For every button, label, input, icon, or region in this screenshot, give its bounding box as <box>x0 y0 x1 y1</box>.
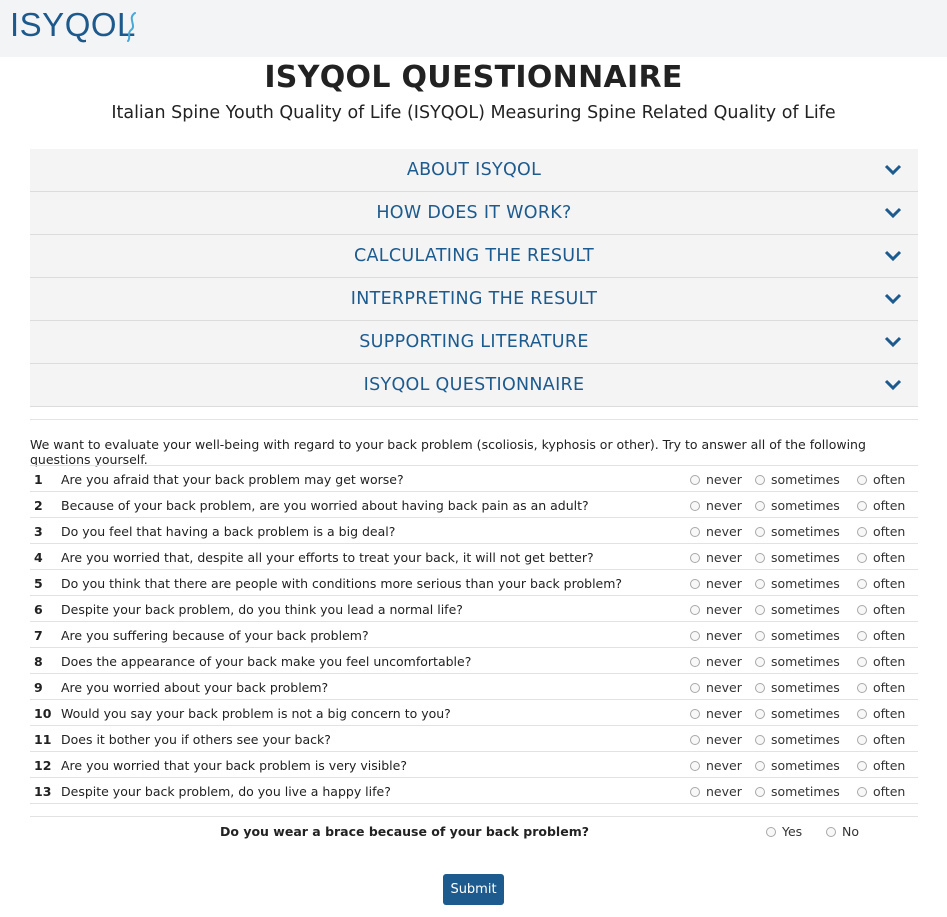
question-text: Are you worried about your back problem? <box>61 680 329 695</box>
option-often[interactable] <box>857 472 905 487</box>
sometimes-label: sometimes <box>771 680 840 695</box>
sometimes-radio[interactable] <box>755 579 765 589</box>
chevron-down-icon[interactable] <box>884 293 902 305</box>
option-often[interactable] <box>857 628 905 643</box>
option-often[interactable] <box>857 654 905 669</box>
sometimes-label: sometimes <box>771 628 840 643</box>
option-sometimes[interactable] <box>755 524 840 539</box>
option-sometimes[interactable] <box>755 758 840 773</box>
never-label: never <box>706 524 742 539</box>
top-bar <box>0 0 947 57</box>
option-often[interactable] <box>857 498 905 513</box>
often-radio[interactable] <box>857 787 867 797</box>
never-radio[interactable] <box>690 605 700 615</box>
never-radio[interactable] <box>690 761 700 771</box>
sometimes-radio[interactable] <box>755 501 765 511</box>
never-radio[interactable] <box>690 579 700 589</box>
brace-yes-label: Yes <box>782 824 803 839</box>
sometimes-label: sometimes <box>771 550 840 565</box>
often-radio[interactable] <box>857 553 867 563</box>
option-sometimes[interactable] <box>755 576 840 591</box>
often-label: often <box>873 654 906 669</box>
question-row <box>30 622 918 648</box>
question-row <box>30 674 918 700</box>
often-label: often <box>873 628 906 643</box>
question-text: Would you say your back problem is not a big concern to you? <box>61 706 451 721</box>
question-row <box>30 570 918 596</box>
sometimes-radio[interactable] <box>755 475 765 485</box>
submit-button[interactable]: Submit <box>443 874 504 905</box>
option-sometimes[interactable] <box>755 706 840 721</box>
often-label: often <box>873 706 906 721</box>
often-radio[interactable] <box>857 657 867 667</box>
option-often[interactable] <box>857 576 905 591</box>
question-row <box>30 752 918 778</box>
option-never[interactable] <box>690 576 742 591</box>
option-often[interactable] <box>857 550 905 565</box>
question-number: 3 <box>34 524 43 539</box>
question-row <box>30 544 918 570</box>
question-text: Does the appearance of your back make you feel uncomfortable? <box>61 654 472 669</box>
question-number: 8 <box>34 654 43 669</box>
sometimes-label: sometimes <box>771 472 840 487</box>
sometimes-radio[interactable] <box>755 631 765 641</box>
sometimes-radio[interactable] <box>755 761 765 771</box>
question-number: 4 <box>34 550 43 565</box>
option-sometimes[interactable] <box>755 784 840 799</box>
brace-no-radio[interactable] <box>826 827 836 837</box>
option-never[interactable] <box>690 602 742 617</box>
question-text: Are you worried that, despite all your efforts to treat your back, it will not get better? <box>61 550 594 565</box>
accordion-label: ABOUT ISYQOL <box>406 160 542 180</box>
never-label: never <box>706 498 742 513</box>
brace-question: Do you wear a brace because of your back problem? <box>220 824 589 839</box>
option-often[interactable] <box>857 680 905 695</box>
never-label: never <box>706 758 742 773</box>
never-radio[interactable] <box>690 475 700 485</box>
often-label: often <box>873 550 906 565</box>
question-number: 1 <box>34 472 43 487</box>
question-number: 9 <box>34 680 43 695</box>
often-radio[interactable] <box>857 501 867 511</box>
question-number: 11 <box>34 732 52 747</box>
accordion-literature[interactable] <box>30 321 918 364</box>
page-subtitle: Italian Spine Youth Quality of Life (ISYQOL) Measuring Spine Related Quality of Life <box>111 103 836 123</box>
sometimes-radio[interactable] <box>755 709 765 719</box>
often-radio[interactable] <box>857 579 867 589</box>
often-label: often <box>873 576 906 591</box>
sometimes-label: sometimes <box>771 524 840 539</box>
brace-yes-radio[interactable] <box>766 827 776 837</box>
often-radio[interactable] <box>857 735 867 745</box>
accordion-label: HOW DOES IT WORK? <box>376 203 572 223</box>
never-radio[interactable] <box>690 527 700 537</box>
never-radio[interactable] <box>690 709 700 719</box>
question-text: Despite your back problem, do you live a happy life? <box>61 784 391 799</box>
often-label: often <box>873 498 906 513</box>
sometimes-radio[interactable] <box>755 735 765 745</box>
sometimes-radio[interactable] <box>755 683 765 693</box>
chevron-down-icon[interactable] <box>884 207 902 219</box>
never-radio[interactable] <box>690 735 700 745</box>
question-number: 12 <box>34 758 52 773</box>
often-radio[interactable] <box>857 605 867 615</box>
question-table <box>30 465 918 804</box>
never-radio[interactable] <box>690 501 700 511</box>
accordion-interpreting[interactable] <box>30 278 918 321</box>
question-text: Do you think that there are people with conditions more serious than your back problem? <box>61 576 623 591</box>
option-often[interactable] <box>857 602 905 617</box>
question-row <box>30 726 918 752</box>
chevron-down-icon[interactable] <box>884 336 902 348</box>
sometimes-label: sometimes <box>771 784 840 799</box>
info-accordion <box>30 149 918 420</box>
accordion-how-it-works[interactable] <box>30 192 918 235</box>
never-label: never <box>706 680 742 695</box>
accordion-label: INTERPRETING THE RESULT <box>350 289 598 309</box>
question-number: 7 <box>34 628 43 643</box>
accordion-label: ISYQOL QUESTIONNAIRE <box>363 375 585 395</box>
question-number: 6 <box>34 602 43 617</box>
option-sometimes[interactable] <box>755 654 840 669</box>
sometimes-label: sometimes <box>771 706 840 721</box>
question-number: 10 <box>34 706 52 721</box>
accordion-questionnaire[interactable] <box>30 364 918 407</box>
logo[interactable]: ISYQOL <box>10 6 136 43</box>
never-label: never <box>706 706 742 721</box>
option-sometimes[interactable] <box>755 602 840 617</box>
sometimes-radio[interactable] <box>755 787 765 797</box>
question-text: Does it bother you if others see your back? <box>61 732 331 747</box>
often-radio[interactable] <box>857 631 867 641</box>
option-sometimes[interactable] <box>755 498 840 513</box>
sometimes-label: sometimes <box>771 732 840 747</box>
often-radio[interactable] <box>857 527 867 537</box>
chevron-down-icon[interactable] <box>884 379 902 391</box>
accordion-calculating[interactable] <box>30 235 918 278</box>
page-title: ISYQOL QUESTIONNAIRE <box>264 60 683 95</box>
often-label: often <box>873 732 906 747</box>
intro-text: We want to evaluate your well-being with regard to your back problem (scoliosis, kyphosis or other). Try to answer all of the following questions yourself. <box>30 437 866 467</box>
question-row <box>30 518 918 544</box>
question-text: Are you suffering because of your back problem? <box>61 628 369 643</box>
question-text: Are you worried that your back problem is very visible? <box>61 758 407 773</box>
question-row <box>30 466 918 492</box>
never-label: never <box>706 732 742 747</box>
never-radio[interactable] <box>690 553 700 563</box>
option-never[interactable] <box>690 758 742 773</box>
option-never[interactable] <box>690 732 742 747</box>
option-often[interactable] <box>857 524 905 539</box>
never-radio[interactable] <box>690 657 700 667</box>
often-radio[interactable] <box>857 761 867 771</box>
sometimes-radio[interactable] <box>755 657 765 667</box>
chevron-down-icon[interactable] <box>884 250 902 262</box>
option-sometimes[interactable] <box>755 732 840 747</box>
option-sometimes[interactable] <box>755 472 840 487</box>
often-radio[interactable] <box>857 709 867 719</box>
question-row <box>30 596 918 622</box>
option-never[interactable] <box>690 784 742 799</box>
question-row <box>30 778 918 804</box>
question-row <box>30 648 918 674</box>
sometimes-label: sometimes <box>771 498 840 513</box>
accordion-label: SUPPORTING LITERATURE <box>359 332 589 352</box>
option-never[interactable] <box>690 628 742 643</box>
never-label: never <box>706 654 742 669</box>
brace-yes-option[interactable] <box>766 824 802 839</box>
question-text: Do you feel that having a back problem is a big deal? <box>61 524 396 539</box>
sometimes-label: sometimes <box>771 576 840 591</box>
spine-swirl-icon <box>125 12 139 42</box>
often-label: often <box>873 680 906 695</box>
option-never[interactable] <box>690 680 742 695</box>
question-text: Because of your back problem, are you worried about having back pain as an adult? <box>61 498 589 513</box>
question-number: 5 <box>34 576 43 591</box>
often-label: often <box>873 602 906 617</box>
never-label: never <box>706 628 742 643</box>
question-text: Are you afraid that your back problem may get worse? <box>61 472 404 487</box>
sometimes-radio[interactable] <box>755 605 765 615</box>
option-never[interactable] <box>690 550 742 565</box>
option-never[interactable] <box>690 524 742 539</box>
question-number: 13 <box>34 784 52 799</box>
option-sometimes[interactable] <box>755 680 840 695</box>
often-label: often <box>873 784 906 799</box>
sometimes-radio[interactable] <box>755 527 765 537</box>
chevron-down-icon[interactable] <box>884 164 902 176</box>
often-label: often <box>873 524 906 539</box>
never-label: never <box>706 550 742 565</box>
sometimes-label: sometimes <box>771 654 840 669</box>
option-never[interactable] <box>690 498 742 513</box>
accordion-divider <box>30 407 918 420</box>
option-never[interactable] <box>690 706 742 721</box>
option-sometimes[interactable] <box>755 628 840 643</box>
option-often[interactable] <box>857 784 905 799</box>
option-often[interactable] <box>857 758 905 773</box>
sometimes-label: sometimes <box>771 758 840 773</box>
option-sometimes[interactable] <box>755 550 840 565</box>
never-label: never <box>706 602 742 617</box>
never-label: never <box>706 784 742 799</box>
never-radio[interactable] <box>690 683 700 693</box>
often-radio[interactable] <box>857 475 867 485</box>
brace-no-option[interactable] <box>826 824 859 839</box>
sometimes-radio[interactable] <box>755 553 765 563</box>
never-label: never <box>706 576 742 591</box>
brace-no-label: No <box>842 824 859 839</box>
accordion-label: CALCULATING THE RESULT <box>353 246 595 266</box>
option-often[interactable] <box>857 706 905 721</box>
never-radio[interactable] <box>690 631 700 641</box>
never-label: never <box>706 472 742 487</box>
often-radio[interactable] <box>857 683 867 693</box>
sometimes-label: sometimes <box>771 602 840 617</box>
option-never[interactable] <box>690 472 742 487</box>
brace-question-row <box>30 816 918 844</box>
option-never[interactable] <box>690 654 742 669</box>
often-label: often <box>873 758 906 773</box>
often-label: often <box>873 472 906 487</box>
question-row <box>30 700 918 726</box>
question-text: Despite your back problem, do you think you lead a normal life? <box>61 602 463 617</box>
question-row <box>30 492 918 518</box>
accordion-about[interactable] <box>30 149 918 192</box>
never-radio[interactable] <box>690 787 700 797</box>
option-often[interactable] <box>857 732 905 747</box>
question-number: 2 <box>34 498 43 513</box>
